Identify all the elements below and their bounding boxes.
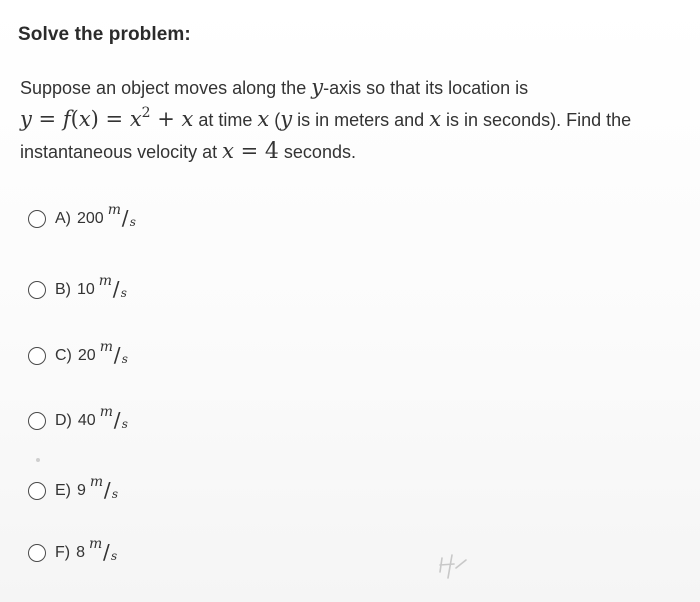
- unit-denominator: s: [120, 286, 127, 300]
- problem-line-2: [20, 104, 700, 136]
- math-operator: +: [150, 107, 182, 131]
- radio-button[interactable]: [28, 281, 46, 299]
- page-title: Solve the problem:: [18, 24, 191, 45]
- math-operator: (: [70, 107, 79, 131]
- radio-button[interactable]: [28, 347, 46, 365]
- unit-denominator: s: [111, 549, 118, 563]
- unit-numerator: m: [107, 202, 121, 218]
- problem-text: Suppose an object moves along the: [20, 78, 312, 98]
- problem-text: is in seconds). Find the: [441, 110, 632, 130]
- option-letter: A): [55, 210, 71, 227]
- option-value: 8: [76, 544, 86, 561]
- unit-meters-per-second: [99, 339, 130, 370]
- math-variable: x: [181, 107, 194, 131]
- math-exponent: 2: [141, 105, 151, 121]
- unit-denominator: s: [121, 352, 128, 366]
- problem-statement: [20, 72, 700, 168]
- problem-text: is in meters and: [292, 110, 430, 130]
- unit-denominator: s: [111, 487, 119, 501]
- option-value: 10: [77, 281, 95, 298]
- unit-numerator: m: [99, 339, 113, 355]
- unit-meters-per-second: [89, 474, 120, 505]
- unit-slash: /: [103, 478, 111, 502]
- option-letter: E): [55, 482, 71, 499]
- math-variable: x: [257, 107, 270, 131]
- problem-text: -axis so that its location is: [323, 78, 529, 98]
- problem-line-1: [20, 72, 700, 104]
- option-letter: B): [55, 281, 71, 298]
- unit-meters-per-second: [107, 202, 138, 233]
- math-function: f: [62, 107, 71, 131]
- problem-line-3: [20, 136, 700, 168]
- unit-denominator: s: [129, 215, 136, 229]
- problem-text: at time: [193, 110, 258, 130]
- unit-numerator: m: [89, 536, 103, 552]
- answer-option-e[interactable]: [28, 476, 120, 506]
- option-value: 20: [77, 347, 96, 364]
- math-variable: x: [429, 107, 442, 131]
- answer-option-d[interactable]: [28, 406, 130, 436]
- option-value: 40: [77, 412, 96, 429]
- problem-text: (: [269, 110, 281, 130]
- math-variable: y: [280, 107, 293, 131]
- unit-slash: /: [112, 277, 120, 301]
- answer-option-c[interactable]: [28, 341, 130, 371]
- radio-button[interactable]: [28, 544, 46, 562]
- unit-slash: /: [113, 408, 121, 432]
- radio-button[interactable]: [28, 210, 46, 228]
- option-value: 200: [77, 210, 104, 227]
- radio-button[interactable]: [28, 412, 46, 430]
- option-letter: C): [55, 347, 72, 364]
- math-variable: x: [129, 107, 142, 131]
- speck: [36, 458, 40, 462]
- math-variable: y: [20, 107, 32, 131]
- math-operator: =: [233, 139, 265, 163]
- unit-meters-per-second: [98, 273, 129, 304]
- option-letter: F): [55, 544, 71, 561]
- unit-numerator: m: [99, 404, 113, 420]
- unit-meters-per-second: [89, 536, 119, 567]
- answer-option-b[interactable]: [28, 275, 129, 305]
- unit-numerator: m: [89, 474, 104, 490]
- math-operator: =: [98, 107, 130, 131]
- unit-slash: /: [121, 206, 129, 230]
- math-variable: x: [78, 107, 91, 131]
- math-variable: x: [222, 139, 234, 163]
- answer-option-a[interactable]: [28, 204, 138, 234]
- unit-numerator: m: [98, 273, 113, 289]
- problem-text: instantaneous velocity at: [20, 142, 223, 162]
- unit-slash: /: [113, 343, 121, 367]
- answer-option-f[interactable]: [28, 538, 119, 568]
- math-variable: y: [311, 75, 324, 99]
- option-value: 9: [77, 482, 86, 499]
- problem-text: seconds.: [278, 142, 356, 162]
- math-number: 4: [264, 139, 279, 164]
- equation: [20, 107, 193, 131]
- pencil-scribble: [436, 550, 476, 584]
- radio-button[interactable]: [28, 482, 46, 500]
- math-operator: ): [90, 107, 99, 131]
- math-operator: =: [31, 107, 63, 131]
- option-letter: D): [55, 412, 72, 429]
- unit-meters-per-second: [99, 404, 130, 435]
- unit-slash: /: [103, 540, 110, 564]
- unit-denominator: s: [121, 417, 128, 431]
